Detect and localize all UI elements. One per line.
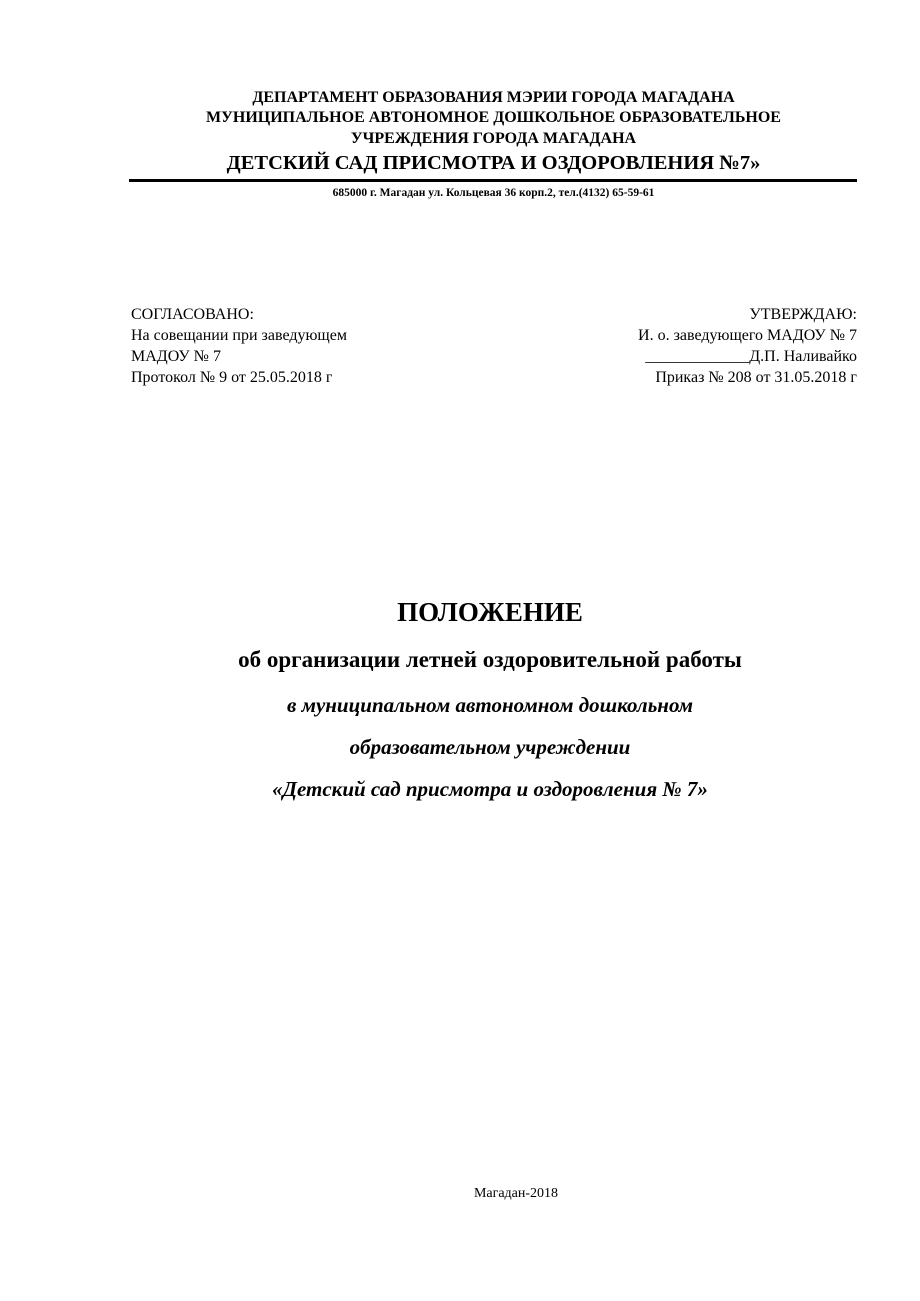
document-subtitle: об организации летней оздоровительной работы — [238, 647, 742, 672]
approval-approved-block — [638, 304, 857, 388]
approval-agreed-block — [131, 304, 347, 388]
agreed-line-1: На совещании при заведующем — [131, 327, 347, 344]
approved-signature: _____________Д.П. Наливайко — [645, 348, 857, 365]
header-department: ДЕПАРТАМЕНТ ОБРАЗОВАНИЯ МЭРИИ ГОРОДА МАГАДАНА — [252, 89, 735, 106]
agreed-heading: СОГЛАСОВАНО: — [131, 306, 254, 323]
header-institution-line2: УЧРЕЖДЕНИЯ ГОРОДА МАГАДАНА — [350, 130, 637, 147]
document-subtitle-italic-2: образовательном учреждении — [349, 735, 631, 759]
approved-heading: УТВЕРЖДАЮ: — [749, 306, 857, 323]
document-subtitle-italic-1: в муниципальном автономном дошкольном — [286, 693, 694, 717]
document-title: ПОЛОЖЕНИЕ — [397, 597, 583, 627]
agreed-line-2: МАДОУ № 7 — [131, 348, 221, 365]
header-kindergarten-name: ДЕТСКИЙ САД ПРИСМОТРА И ОЗДОРОВЛЕНИЯ №7» — [226, 152, 761, 174]
approved-order: Приказ № 208 от 31.05.2018 г — [655, 369, 857, 386]
approved-line-1: И. о. заведующего МАДОУ № 7 — [638, 327, 857, 344]
footer-place-year: Магадан-2018 — [473, 1186, 559, 1201]
agreed-protocol: Протокол № 9 от 25.05.2018 г — [131, 369, 333, 386]
header-institution-line1: МУНИЦИПАЛЬНОЕ АВТОНОМНОЕ ДОШКОЛЬНОЕ ОБРАЗОВАТЕЛЬНОЕ — [206, 109, 781, 126]
header-divider — [129, 179, 857, 182]
document-subtitle-italic-3: «Детский сад присмотра и оздоровления № 7» — [272, 777, 708, 801]
header-address: 685000 г. Магадан ул. Кольцевая 36 корп.2, тел.(4132) 65-59-61 — [332, 187, 655, 199]
